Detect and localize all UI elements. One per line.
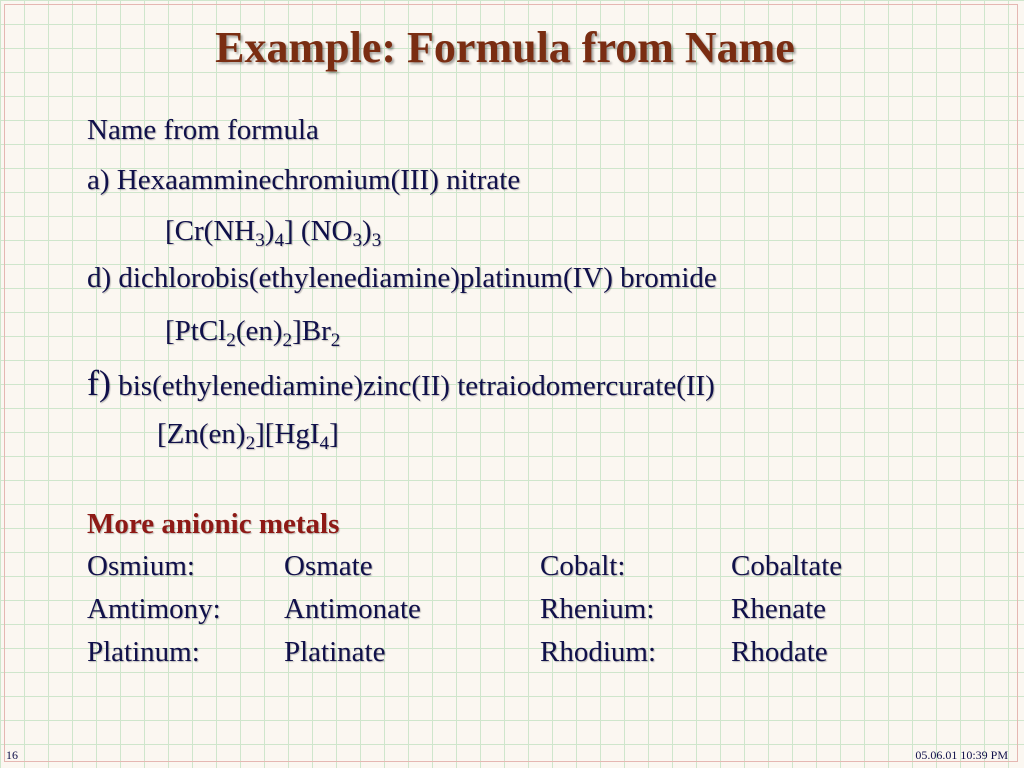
anionic-anion-cell: Rhenate	[731, 593, 827, 625]
item-a-name: a) Hexaamminechromium(III) nitrate	[87, 164, 521, 196]
anionic-metal-cell: Cobalt:	[540, 550, 626, 582]
item-d-name: d) dichlorobis(ethylenediamine)platinum(IV) bromide	[87, 262, 717, 294]
formula-f: $[Zn(en)_2][HgI_4]$	[157, 418, 339, 455]
anionic-anion-cell: Antimonate	[284, 593, 421, 625]
anionic-heading: More anionic metals	[87, 508, 340, 540]
anionic-metal-cell: Rhenium:	[540, 593, 655, 625]
anionic-metal-cell: Platinum:	[87, 636, 200, 668]
anionic-metal-cell: Osmium:	[87, 550, 195, 582]
item-f-name: f) bis(ethylenediamine)zinc(II) tetraiodomercurate(II)	[87, 363, 715, 403]
anionic-metal-cell: Rhodium:	[540, 636, 657, 668]
anionic-anion-cell: Osmate	[284, 550, 373, 582]
anionic-anion-cell: Cobaltate	[731, 550, 843, 582]
formula-a: $[Cr(NH_3)_4]$ $(NO_3)_3$	[165, 215, 382, 252]
slide-timestamp: 05.06.01 10:39 PM	[915, 748, 1008, 762]
anionic-metal-cell: Amtimony:	[87, 593, 221, 625]
formula-d: $[PtCl_2(en)_2]Br_2$	[165, 315, 341, 352]
slide-title: Example: Formula from Name	[215, 23, 795, 72]
slide-number: 16	[6, 748, 18, 762]
section-heading: Name from formula	[87, 114, 319, 146]
anionic-anion-cell: Rhodate	[731, 636, 828, 668]
anionic-anion-cell: Platinate	[284, 636, 386, 668]
item-f-marker: f)	[87, 363, 111, 403]
